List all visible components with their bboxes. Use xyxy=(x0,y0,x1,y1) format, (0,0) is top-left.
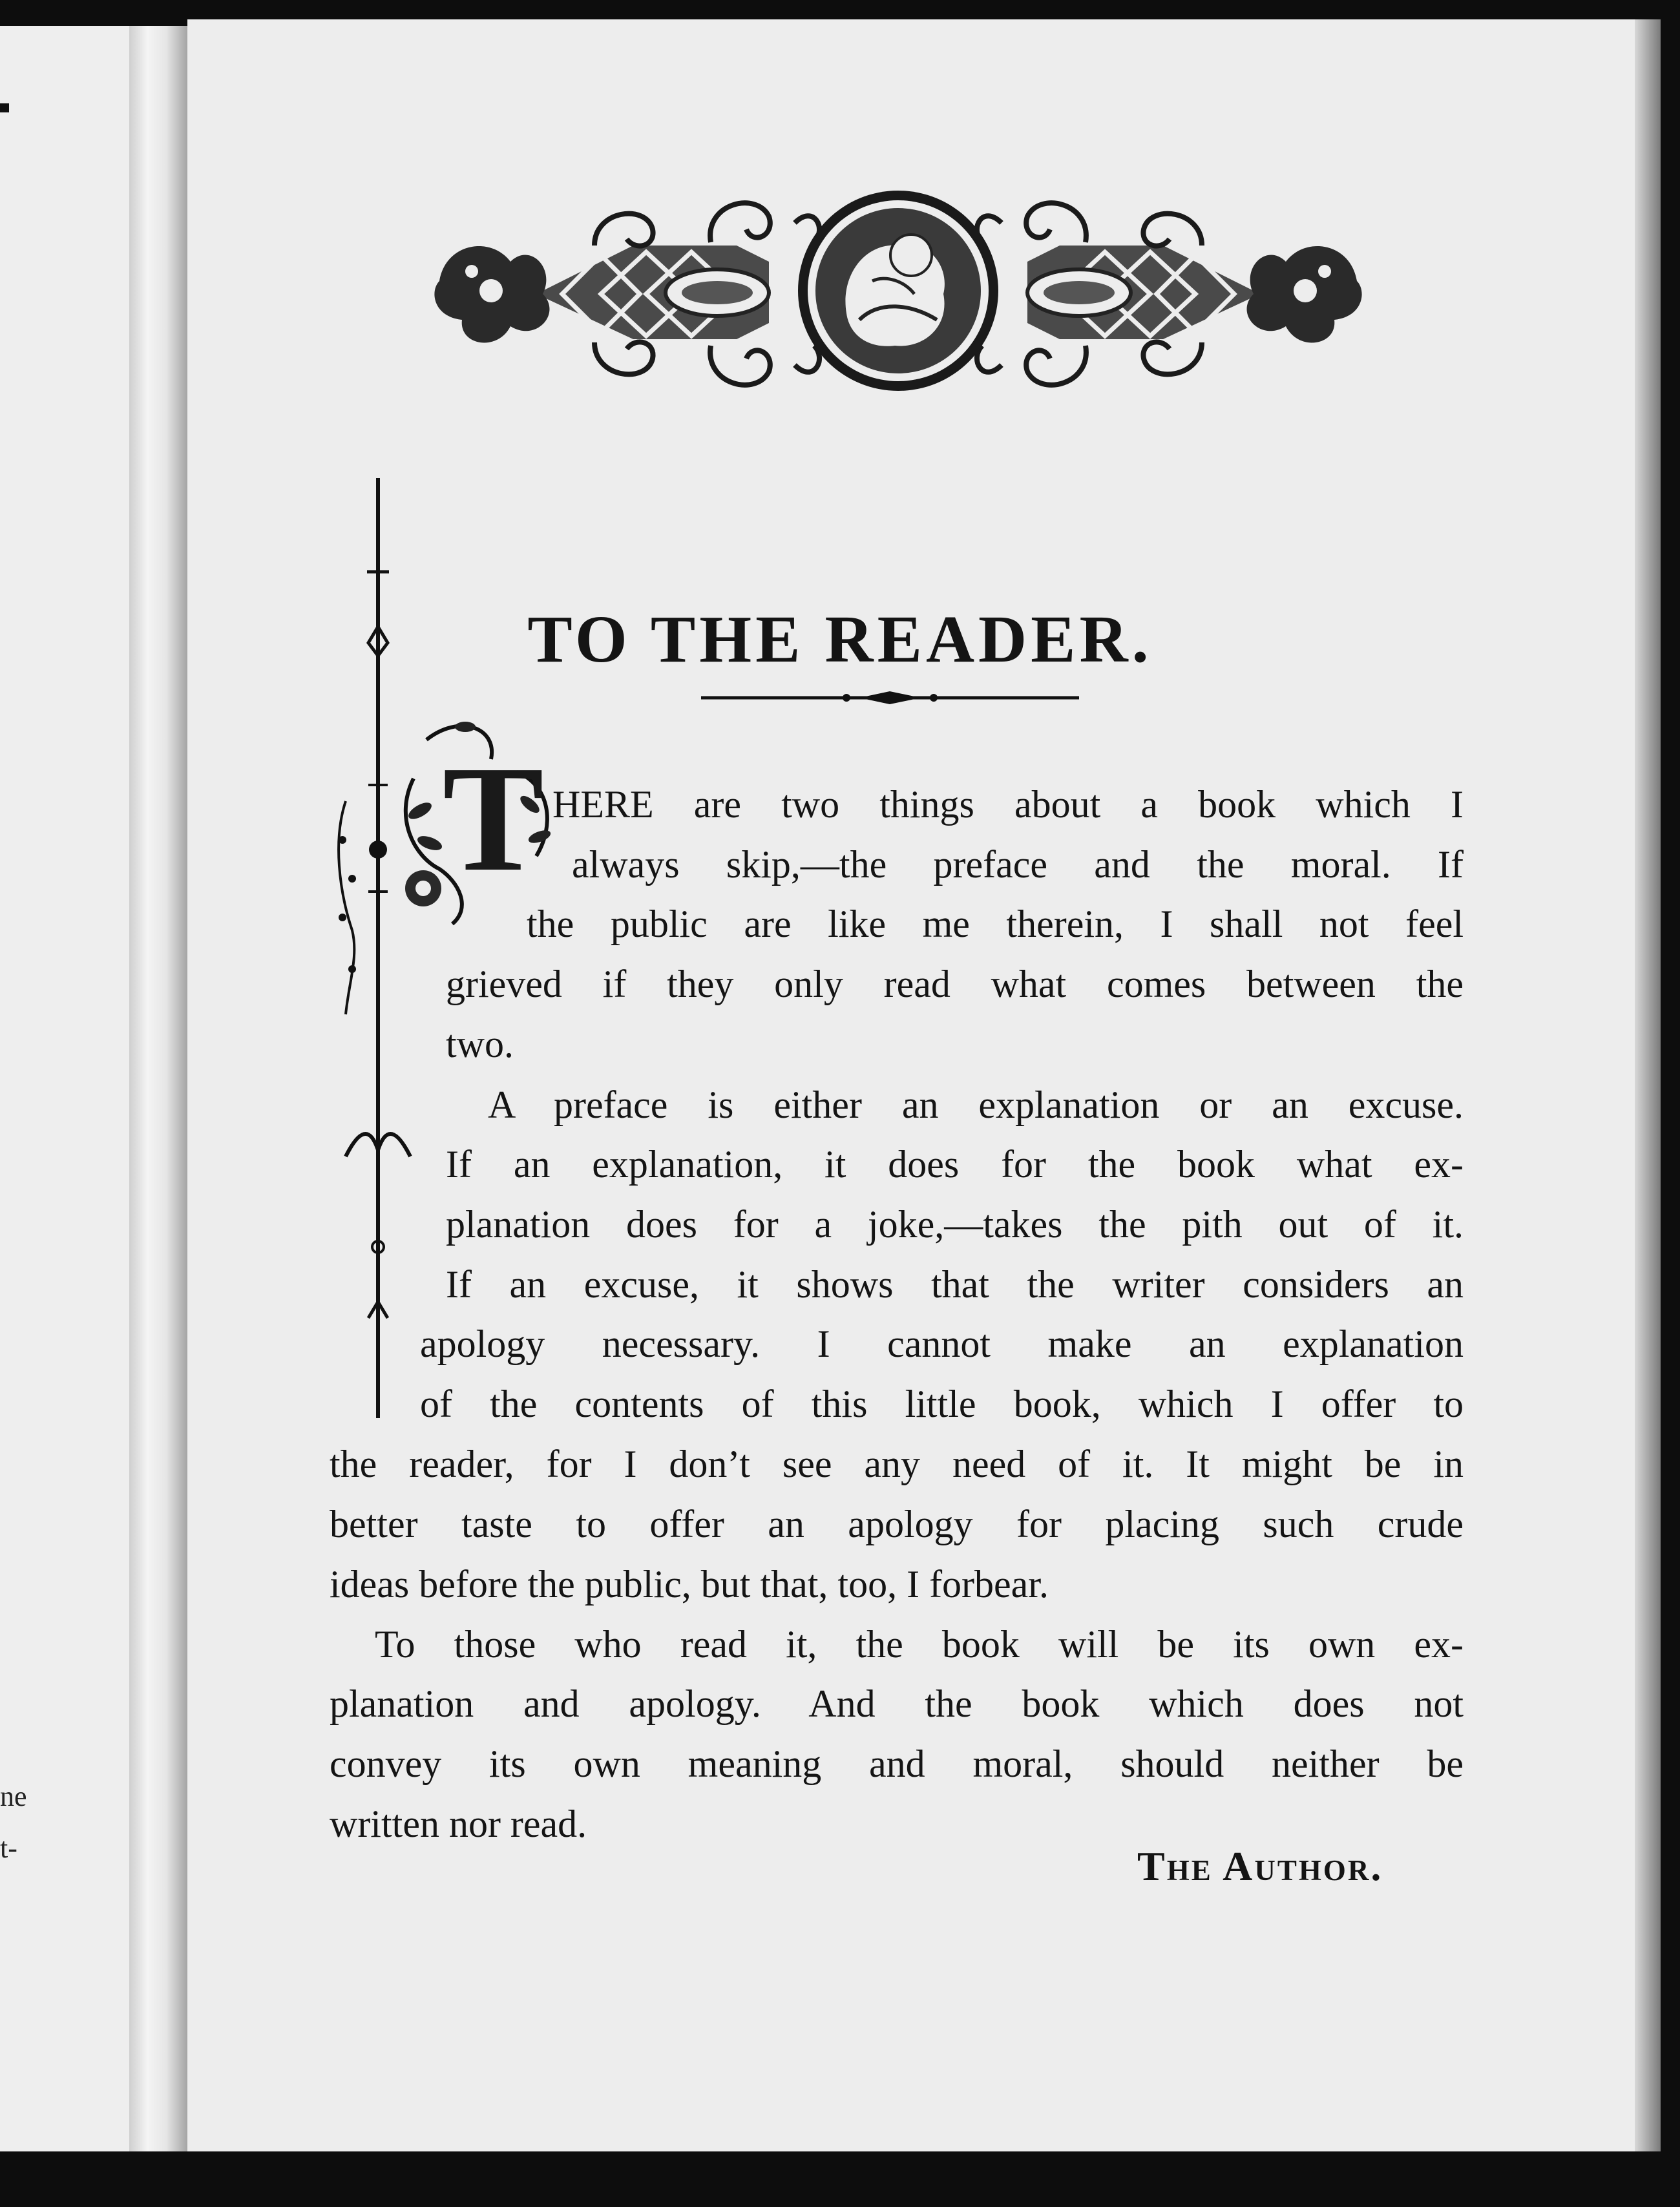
text-line: If an explanation, it does for the book what ex- xyxy=(446,1143,1464,1186)
text-line: better taste to offer an apology for placing such crude xyxy=(330,1503,1464,1545)
text-line: If an excuse, it shows that the writer considers an xyxy=(446,1263,1464,1306)
text-line: HERE are two things about a book which I xyxy=(552,783,1464,826)
text-line: planation and apology. And the book which does not xyxy=(330,1682,1464,1725)
text-line: grieved if they only read what comes between the xyxy=(446,963,1464,1005)
text-line: To those who read it, the book will be its own ex- xyxy=(375,1623,1464,1666)
text-line: written nor read. xyxy=(330,1803,587,1845)
text-line: ideas before the public, but that, too, I forbear. xyxy=(330,1563,1049,1606)
text-line: apology necessary. I cannot make an explanation xyxy=(420,1323,1464,1365)
left-page-fragment xyxy=(0,26,129,2151)
title-rule-ornament xyxy=(701,688,1079,707)
drop-cap-letter: T xyxy=(443,735,544,903)
page-edge xyxy=(1635,19,1661,2151)
page-title: TO THE READER. xyxy=(527,601,1153,676)
left-page-text-2: t- xyxy=(0,1832,17,1864)
text-line: the reader, for I don’t see any need of it. It might be in xyxy=(330,1443,1464,1485)
text-line: of the contents of this little book, which I offer to xyxy=(420,1383,1464,1425)
text-line: the public are like me therein, I shall not feel xyxy=(527,903,1464,945)
text-line: two. xyxy=(446,1023,514,1065)
text-line: planation does for a joke,—takes the pith out of it. xyxy=(446,1203,1464,1246)
left-page-mark xyxy=(0,103,9,112)
text-line: A preface is either an explanation or an excuse. xyxy=(488,1083,1464,1126)
author-signature: The Author. xyxy=(1137,1843,1383,1889)
text-line: convey its own meaning and moral, should neither be xyxy=(330,1742,1464,1785)
text-line: always skip,—the preface and the moral. If xyxy=(572,843,1464,886)
headpiece-ornament xyxy=(433,184,1363,401)
left-page-text-1: ne xyxy=(0,1781,27,1812)
vertical-border-ornament xyxy=(326,478,417,1428)
book-gutter xyxy=(129,26,191,2151)
